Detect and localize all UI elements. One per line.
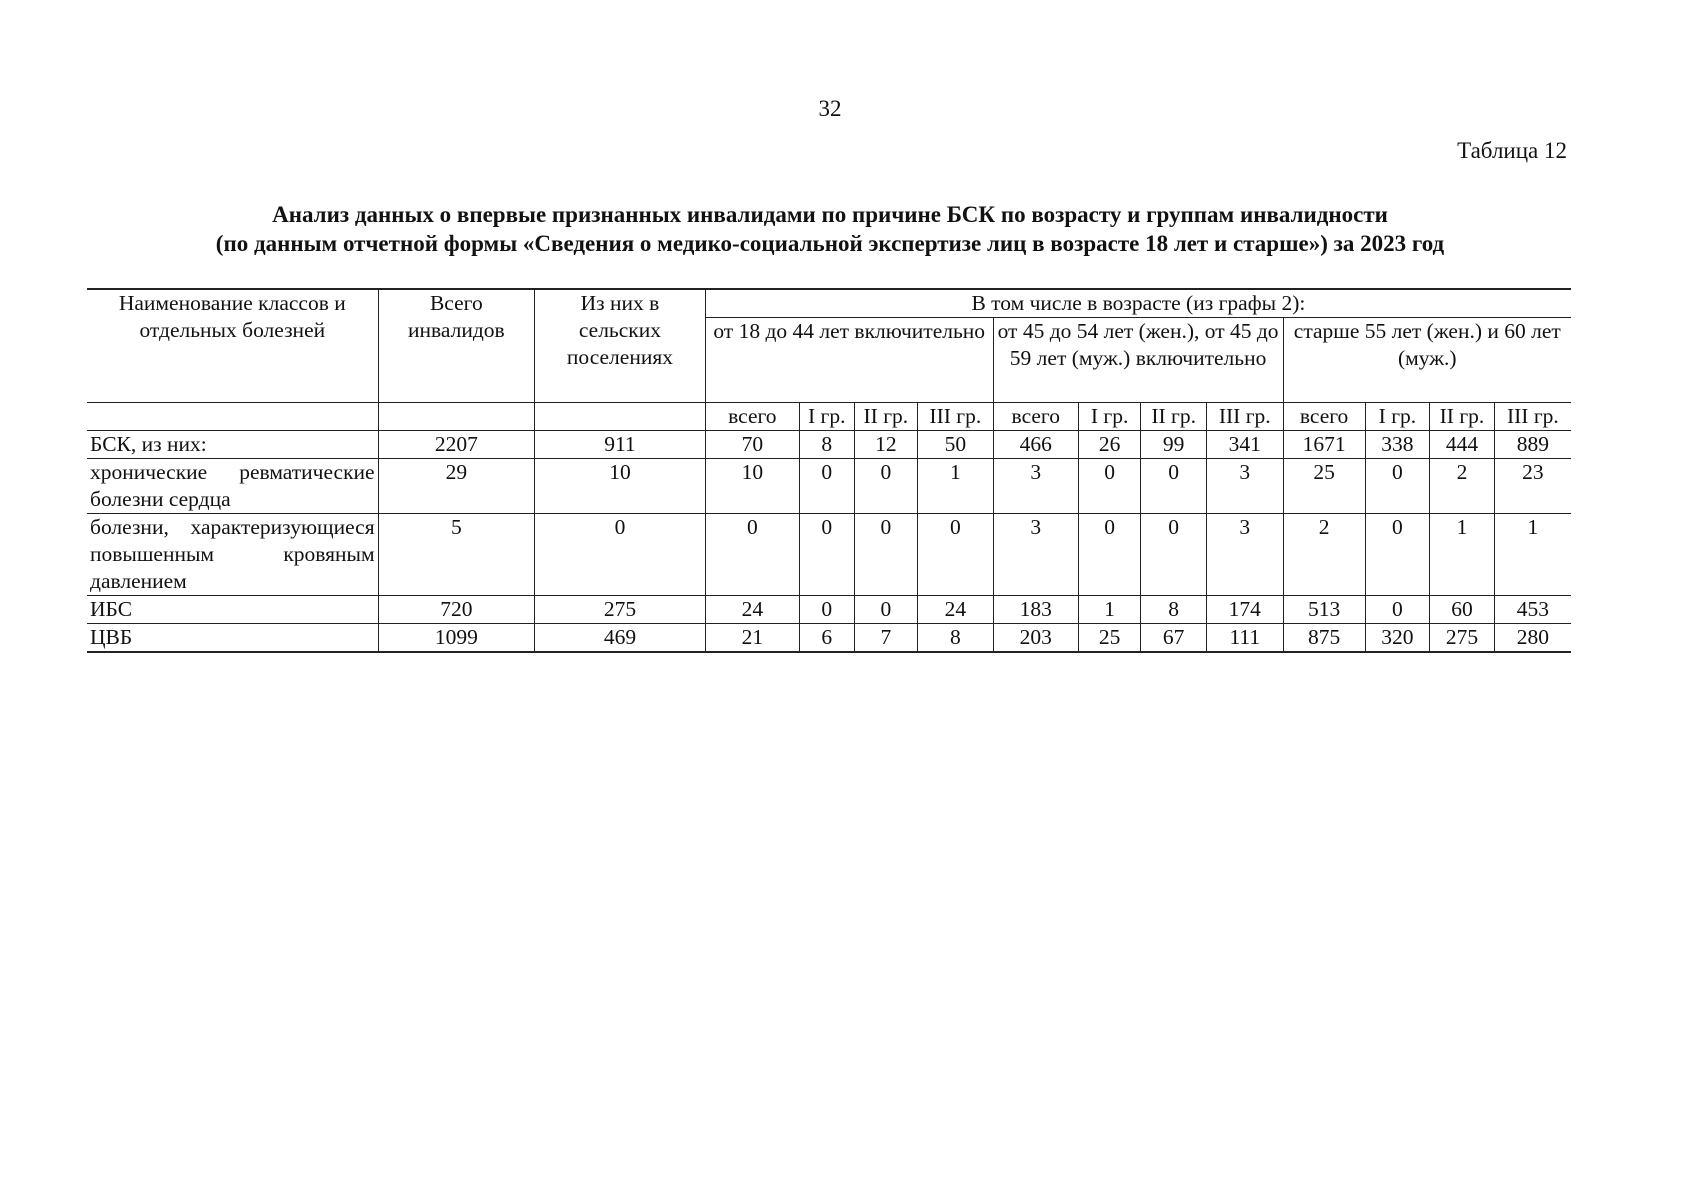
cell: 23 — [1494, 459, 1571, 514]
cell: 6 — [799, 624, 854, 653]
cell: 444 — [1430, 431, 1495, 459]
cell: 911 — [535, 431, 706, 459]
header-sub-total: всего — [1283, 403, 1365, 431]
header-sub-g2: II гр. — [1430, 403, 1495, 431]
cell: 0 — [1365, 514, 1430, 596]
cell: 50 — [918, 431, 994, 459]
cell: 338 — [1365, 431, 1430, 459]
header-empty — [87, 403, 378, 431]
cell: 29 — [378, 459, 534, 514]
table-row — [87, 596, 1571, 624]
header-sub-g1: I гр. — [1078, 403, 1140, 431]
header-age-group-1: от 18 до 44 лет включительно — [705, 318, 993, 403]
cell: 183 — [993, 596, 1078, 624]
cell: 513 — [1283, 596, 1365, 624]
cell: 111 — [1206, 624, 1283, 653]
cell: 25 — [1078, 624, 1140, 653]
cell: 0 — [854, 514, 917, 596]
cell: 2 — [1283, 514, 1365, 596]
cell: 8 — [799, 431, 854, 459]
cell: 275 — [1430, 624, 1495, 653]
header-rural: Из них в сельских поселениях — [535, 289, 706, 403]
table-row — [87, 431, 1571, 459]
cell: 466 — [993, 431, 1078, 459]
cell: 0 — [1365, 459, 1430, 514]
cell: 67 — [1141, 624, 1207, 653]
cell: 469 — [535, 624, 706, 653]
cell: 26 — [1078, 431, 1140, 459]
cell: 5 — [378, 514, 534, 596]
cell: 8 — [1141, 596, 1207, 624]
cell: 174 — [1206, 596, 1283, 624]
header-sub-g1: I гр. — [799, 403, 854, 431]
table-label: Таблица 12 — [1457, 138, 1567, 163]
cell: 1 — [1078, 596, 1140, 624]
cell: 3 — [1206, 459, 1283, 514]
header-sub-g2: II гр. — [854, 403, 917, 431]
cell: 25 — [1283, 459, 1365, 514]
cell: 0 — [799, 459, 854, 514]
cell: 1 — [1430, 514, 1495, 596]
cell: 3 — [993, 514, 1078, 596]
cell: 99 — [1141, 431, 1207, 459]
cell: 320 — [1365, 624, 1430, 653]
cell: 1 — [1494, 514, 1571, 596]
document-title — [60, 200, 1600, 258]
cell: 0 — [1078, 459, 1140, 514]
cell: 10 — [705, 459, 799, 514]
table-row — [87, 624, 1571, 653]
header-name: Наименование классов и отдельных болезней — [87, 289, 378, 403]
cell: 889 — [1494, 431, 1571, 459]
header-sub-total: всего — [705, 403, 799, 431]
cell: 0 — [705, 514, 799, 596]
header-sub-g3: III гр. — [918, 403, 994, 431]
cell: 1671 — [1283, 431, 1365, 459]
row-name: болезни, характеризующиеся повышенным кровяным давлением — [87, 514, 378, 596]
title-line-1: Анализ данных о впервые признанных инвалидами по причине БСК по возрасту и группам инвалидности — [272, 202, 1388, 227]
table-row — [87, 514, 1571, 596]
cell: 70 — [705, 431, 799, 459]
header-sub-g1: I гр. — [1365, 403, 1430, 431]
cell: 2 — [1430, 459, 1495, 514]
header-sub-total: всего — [993, 403, 1078, 431]
cell: 875 — [1283, 624, 1365, 653]
cell: 7 — [854, 624, 917, 653]
header-sub-g3: III гр. — [1206, 403, 1283, 431]
header-total: Всего инвалидов — [378, 289, 534, 403]
cell: 0 — [918, 514, 994, 596]
cell: 203 — [993, 624, 1078, 653]
cell: 0 — [1078, 514, 1140, 596]
cell: 453 — [1494, 596, 1571, 624]
cell: 280 — [1494, 624, 1571, 653]
header-age-group-3: старше 55 лет (жен.) и 60 лет (муж.) — [1283, 318, 1571, 403]
cell: 720 — [378, 596, 534, 624]
cell: 341 — [1206, 431, 1283, 459]
cell: 21 — [705, 624, 799, 653]
row-name: ИБС — [87, 596, 378, 624]
cell: 12 — [854, 431, 917, 459]
cell: 0 — [1141, 514, 1207, 596]
cell: 3 — [993, 459, 1078, 514]
cell: 0 — [854, 459, 917, 514]
title-line-2: (по данным отчетной формы «Сведения о медико-социальной экспертизе лиц в возрасте 18 лет и старше») за 2023 год — [215, 231, 1445, 256]
cell: 275 — [535, 596, 706, 624]
cell: 0 — [799, 514, 854, 596]
row-name: ЦВБ — [87, 624, 378, 653]
header-age-group-2: от 45 до 54 лет (жен.), от 45 до 59 лет (муж.) включительно — [993, 318, 1283, 403]
cell: 60 — [1430, 596, 1495, 624]
header-empty — [378, 403, 534, 431]
cell: 1099 — [378, 624, 534, 653]
disability-table — [87, 288, 1571, 653]
cell: 0 — [799, 596, 854, 624]
header-age-span: В том числе в возрасте (из графы 2): — [705, 289, 1571, 318]
cell: 0 — [1365, 596, 1430, 624]
cell: 3 — [1206, 514, 1283, 596]
cell: 8 — [918, 624, 994, 653]
cell: 0 — [854, 596, 917, 624]
table-row — [87, 459, 1571, 514]
page-number: 32 — [818, 96, 842, 121]
cell: 0 — [1141, 459, 1207, 514]
cell: 10 — [535, 459, 706, 514]
row-name: хронические ревматические болезни сердца — [87, 459, 378, 514]
header-empty — [535, 403, 706, 431]
cell: 24 — [918, 596, 994, 624]
header-sub-g2: II гр. — [1141, 403, 1207, 431]
cell: 24 — [705, 596, 799, 624]
header-sub-g3: III гр. — [1494, 403, 1571, 431]
row-name: БСК, из них: — [87, 431, 378, 459]
cell: 1 — [918, 459, 994, 514]
cell: 0 — [535, 514, 706, 596]
cell: 2207 — [378, 431, 534, 459]
